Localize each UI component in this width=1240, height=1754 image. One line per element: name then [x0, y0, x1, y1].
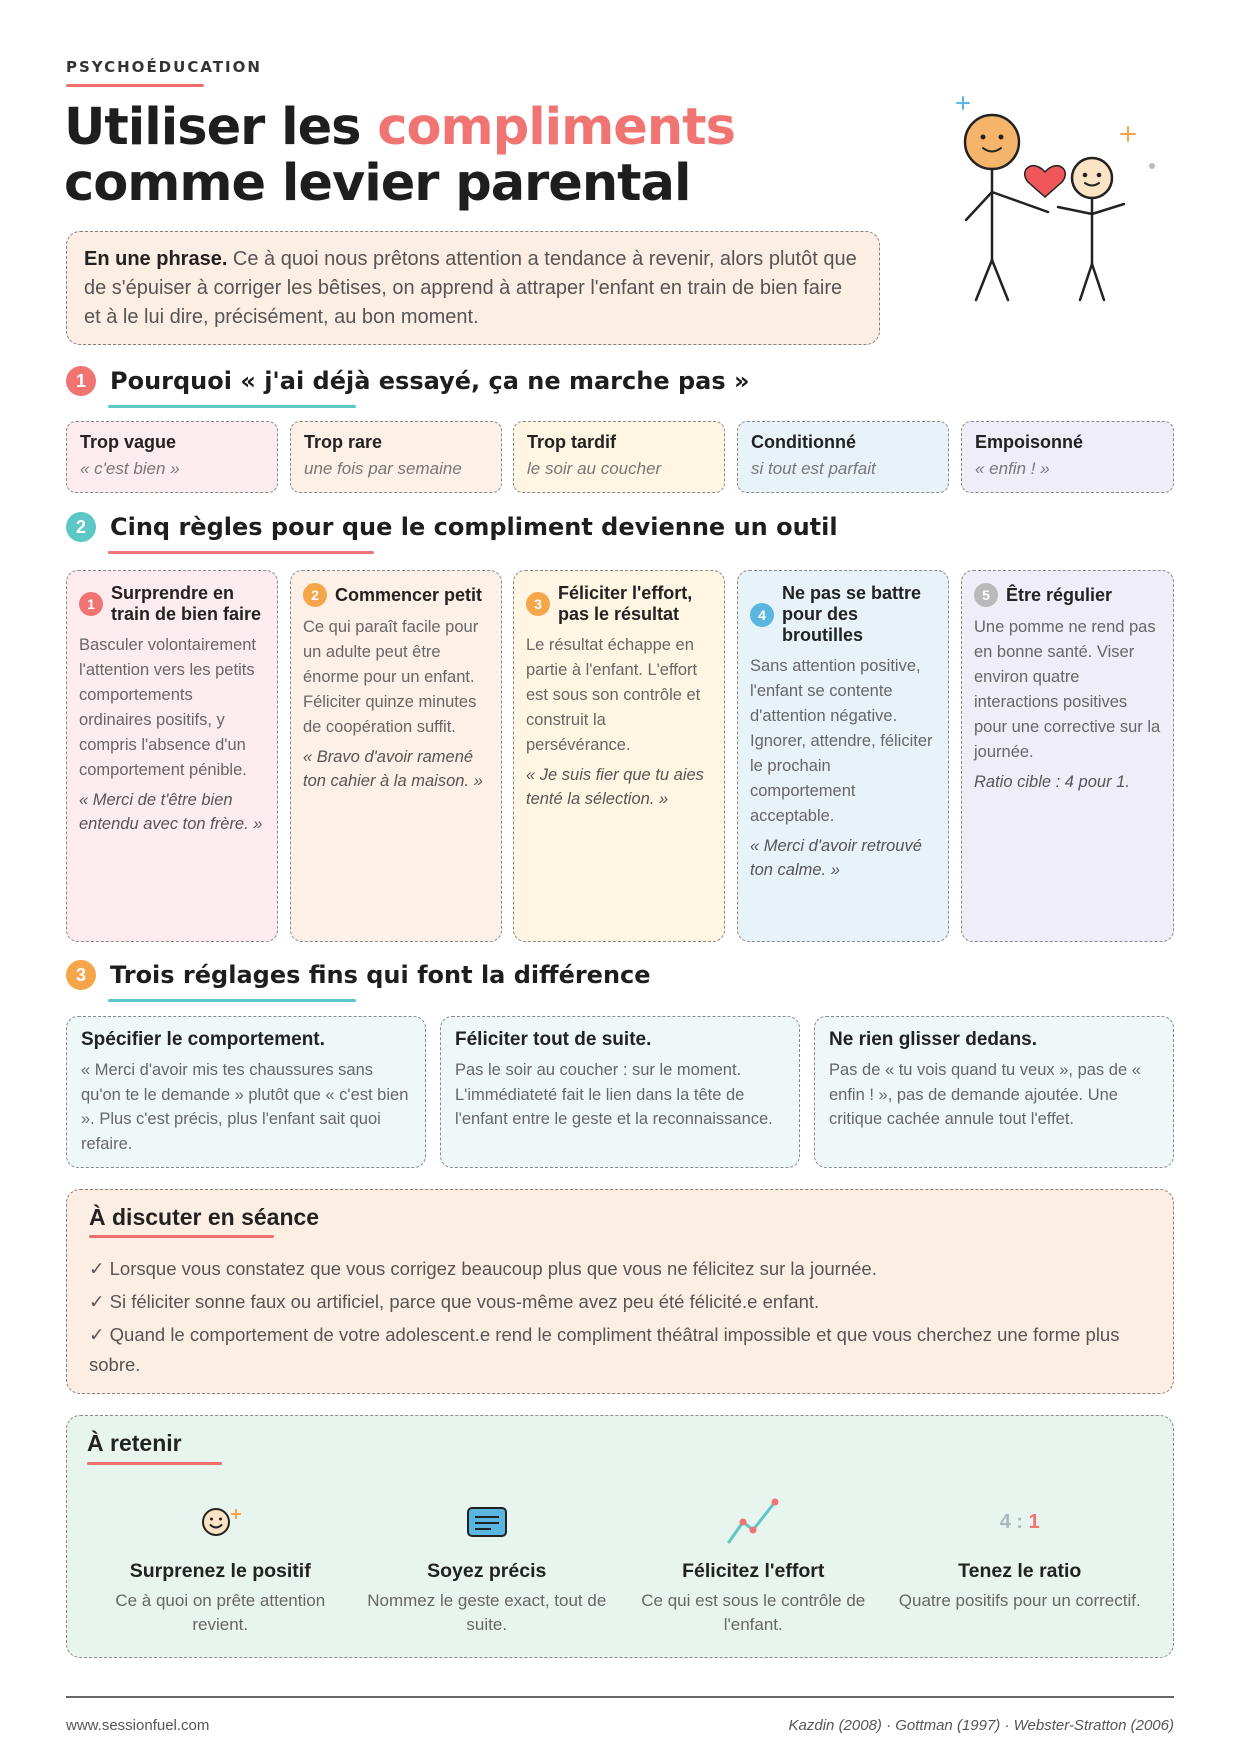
rule-title: Ne pas se battre pour des broutilles: [782, 583, 922, 645]
footer-divider: [66, 1696, 1174, 1698]
pill-sub: une fois par semaine: [304, 459, 462, 478]
title-accent: compliments: [377, 98, 735, 157]
kicker-underline: [66, 84, 204, 87]
retain-underline: [87, 1462, 222, 1465]
lead-summary: [66, 231, 880, 345]
lead-text: Ce à quoi nous prêtons attention a tendance à revenir, alors plutôt que de s'épuiser à corriger les bêtises, on apprend à attraper l'enfant en train de bien faire et à le lui dire, précisément, au bon moment.: [84, 248, 857, 328]
sparkle-dot-icon: [1149, 163, 1155, 169]
smiley-icon: [196, 1502, 244, 1542]
pill-empoisonne: [961, 421, 1174, 493]
section3-title: Trois réglages fins qui font la différence: [110, 961, 651, 989]
retain-title: À retenir: [87, 1430, 182, 1456]
tip-text: Ce qui est sous le contrôle de l'enfant.: [641, 1591, 866, 1634]
section3-heading: [66, 960, 651, 990]
tip-title: Surprenez le positif: [129, 1560, 311, 1582]
rule-card-4: [737, 570, 949, 942]
section3-number: 3: [66, 960, 96, 990]
rule-number: 3: [526, 592, 550, 616]
parent-child-illustration: [948, 92, 1168, 322]
tip-surprise: [87, 1494, 354, 1636]
heart-icon: [1025, 166, 1066, 197]
discuss-item: ✓ Si féliciter sonne faux ou artificiel, parce que vous-même avez peu été félicité.e enfant.: [89, 1291, 820, 1312]
pill-trop-tardif: [513, 421, 725, 493]
pill-sub: si tout est parfait: [751, 459, 876, 478]
rule-body: Ce qui paraît facile pour un adulte peut être énorme pour un enfant. Féliciter quinze minutes de coopération suffit.: [303, 618, 479, 736]
tip-effort: [620, 1494, 887, 1636]
tip-title: Tenez le ratio: [958, 1560, 1082, 1582]
ratio-icon: [887, 1494, 1154, 1550]
tip-text: Nommez le geste exact, tout de suite.: [367, 1591, 607, 1634]
discuss-underline: [89, 1235, 274, 1238]
tune-title: Ne rien glisser dedans.: [829, 1029, 1038, 1050]
tip-text: Ce à quoi on prête attention revient.: [115, 1591, 326, 1634]
rule-title: Surprendre en train de bien faire: [111, 583, 262, 624]
rule-quote: Ratio cible : 4 pour 1.: [974, 773, 1130, 791]
sparkle-plus-icon: [957, 97, 969, 109]
rule-quote: « Merci de t'être bien entendu avec ton frère. »: [79, 791, 263, 833]
ratio-left: 4: [999, 1510, 1011, 1533]
section1-underline: [108, 405, 356, 408]
pill-title: Conditionné: [751, 432, 856, 452]
tune-body: « Merci d'avoir mis tes chaussures sans qu'on te le demande » plutôt que « c'est bien ». Plus c'est précis, plus l'enfant sait quoi refaire.: [81, 1061, 409, 1153]
tune-title: Féliciter tout de suite.: [455, 1029, 652, 1050]
tip-title: Soyez précis: [427, 1560, 547, 1582]
tip-ratio: [887, 1494, 1154, 1636]
rule-card-5: [961, 570, 1174, 942]
child-figure: [1058, 158, 1124, 300]
section2-number: 2: [66, 512, 96, 542]
rule-card-1: [66, 570, 278, 942]
pill-trop-vague: [66, 421, 278, 493]
parent-figure: [965, 115, 1048, 300]
tune-card-1: [66, 1016, 426, 1168]
section2-heading: [66, 512, 838, 542]
rule-quote: « Bravo d'avoir ramené ton cahier à la maison. »: [303, 748, 483, 790]
pill-title: Trop vague: [80, 432, 177, 452]
section2-title: Cinq règles pour que le compliment devienne un outil: [110, 513, 838, 541]
rule-number: 2: [303, 583, 327, 607]
section3-underline: [108, 999, 356, 1002]
rule-body: Une pomme ne rend pas en bonne santé. Viser environ quatre interactions positives pour une corrective sur la journée.: [974, 618, 1161, 761]
note-icon: [465, 1504, 509, 1540]
tune-title: Spécifier le comportement.: [81, 1029, 325, 1050]
discuss-title: À discuter en séance: [89, 1204, 320, 1230]
pill-title: Trop rare: [304, 432, 383, 452]
tune-body: Pas le soir au coucher : sur le moment. L'immédiateté fait le lien dans la tête de l'enfant entre le geste et la reconnaissance.: [455, 1061, 773, 1128]
title-part1: Utiliser les: [64, 98, 378, 157]
section1-heading: [66, 366, 749, 396]
ratio-sep: :: [1010, 1510, 1029, 1533]
pill-sub: le soir au coucher: [527, 459, 662, 478]
pill-trop-rare: [290, 421, 502, 493]
rule-card-2: [290, 570, 502, 942]
rule-card-3: [513, 570, 725, 942]
page-title: [64, 100, 735, 212]
tune-card-2: [440, 1016, 800, 1168]
ratio-right: 1: [1028, 1510, 1040, 1533]
tune-body: Pas de « tu vois quand tu veux », pas de « enfin ! », pas de demande ajoutée. Une critique cachée annule tout l'effet.: [829, 1061, 1141, 1128]
pill-title: Empoisonné: [975, 432, 1084, 452]
rule-number: 4: [750, 603, 774, 627]
rule-body: Basculer volontairement l'attention vers les petits comportements ordinaires positifs, y compris l'absence d'un comportement pénible.: [79, 636, 257, 779]
section2-underline: [108, 551, 374, 554]
retain-box: [66, 1415, 1174, 1658]
rule-body: Le résultat échappe en partie à l'enfant. L'effort est sous son contrôle et construit la persévérance.: [526, 636, 701, 754]
rule-quote: « Merci d'avoir retrouvé ton calme. »: [750, 837, 922, 879]
tip-title: Félicitez l'effort: [682, 1560, 825, 1582]
trend-up-icon: [723, 1496, 783, 1548]
pill-title: Trop tardif: [527, 432, 616, 452]
section1-number: 1: [66, 366, 96, 396]
rule-body: Sans attention positive, l'enfant se contente d'attention négative. Ignorer, attendre, féliciter le prochain comportement acceptable.: [750, 657, 933, 825]
lead-label: En une phrase.: [84, 248, 228, 270]
discuss-item: ✓ Quand le comportement de votre adolescent.e rend le compliment théâtral impossible et que vous cherchez une forme plus sobre.: [89, 1324, 1120, 1375]
rule-number: 5: [974, 583, 998, 607]
rule-title: Féliciter l'effort, pas le résultat: [558, 583, 693, 624]
pill-sub: « c'est bien »: [80, 459, 180, 478]
section1-title: Pourquoi « j'ai déjà essayé, ça ne marche pas »: [110, 367, 750, 395]
rule-title: Être régulier: [1006, 584, 1113, 605]
discuss-item: ✓ Lorsque vous constatez que vous corrigez beaucoup plus que vous ne félicitez sur la journée.: [89, 1258, 877, 1279]
footer-references: Kazdin (2008) · Gottman (1997) · Webster-Stratton (2006): [788, 1717, 1174, 1734]
discuss-box: [66, 1189, 1174, 1394]
pill-sub: « enfin ! »: [975, 459, 1050, 478]
tune-card-3: [814, 1016, 1174, 1168]
tip-precise: [354, 1494, 621, 1636]
kicker: PSYCHOÉDUCATION: [66, 58, 262, 76]
rule-title: Commencer petit: [335, 584, 483, 605]
rule-quote: « Je suis fier que tu aies tenté la sélection. »: [526, 766, 704, 808]
pill-conditionne: [737, 421, 949, 493]
rule-number: 1: [79, 592, 103, 616]
title-part2: comme levier parental: [64, 154, 691, 213]
sparkle-plus-icon: [1121, 127, 1135, 141]
footer-site[interactable]: www.sessionfuel.com: [66, 1717, 210, 1734]
tip-text: Quatre positifs pour un correctif.: [898, 1591, 1141, 1610]
